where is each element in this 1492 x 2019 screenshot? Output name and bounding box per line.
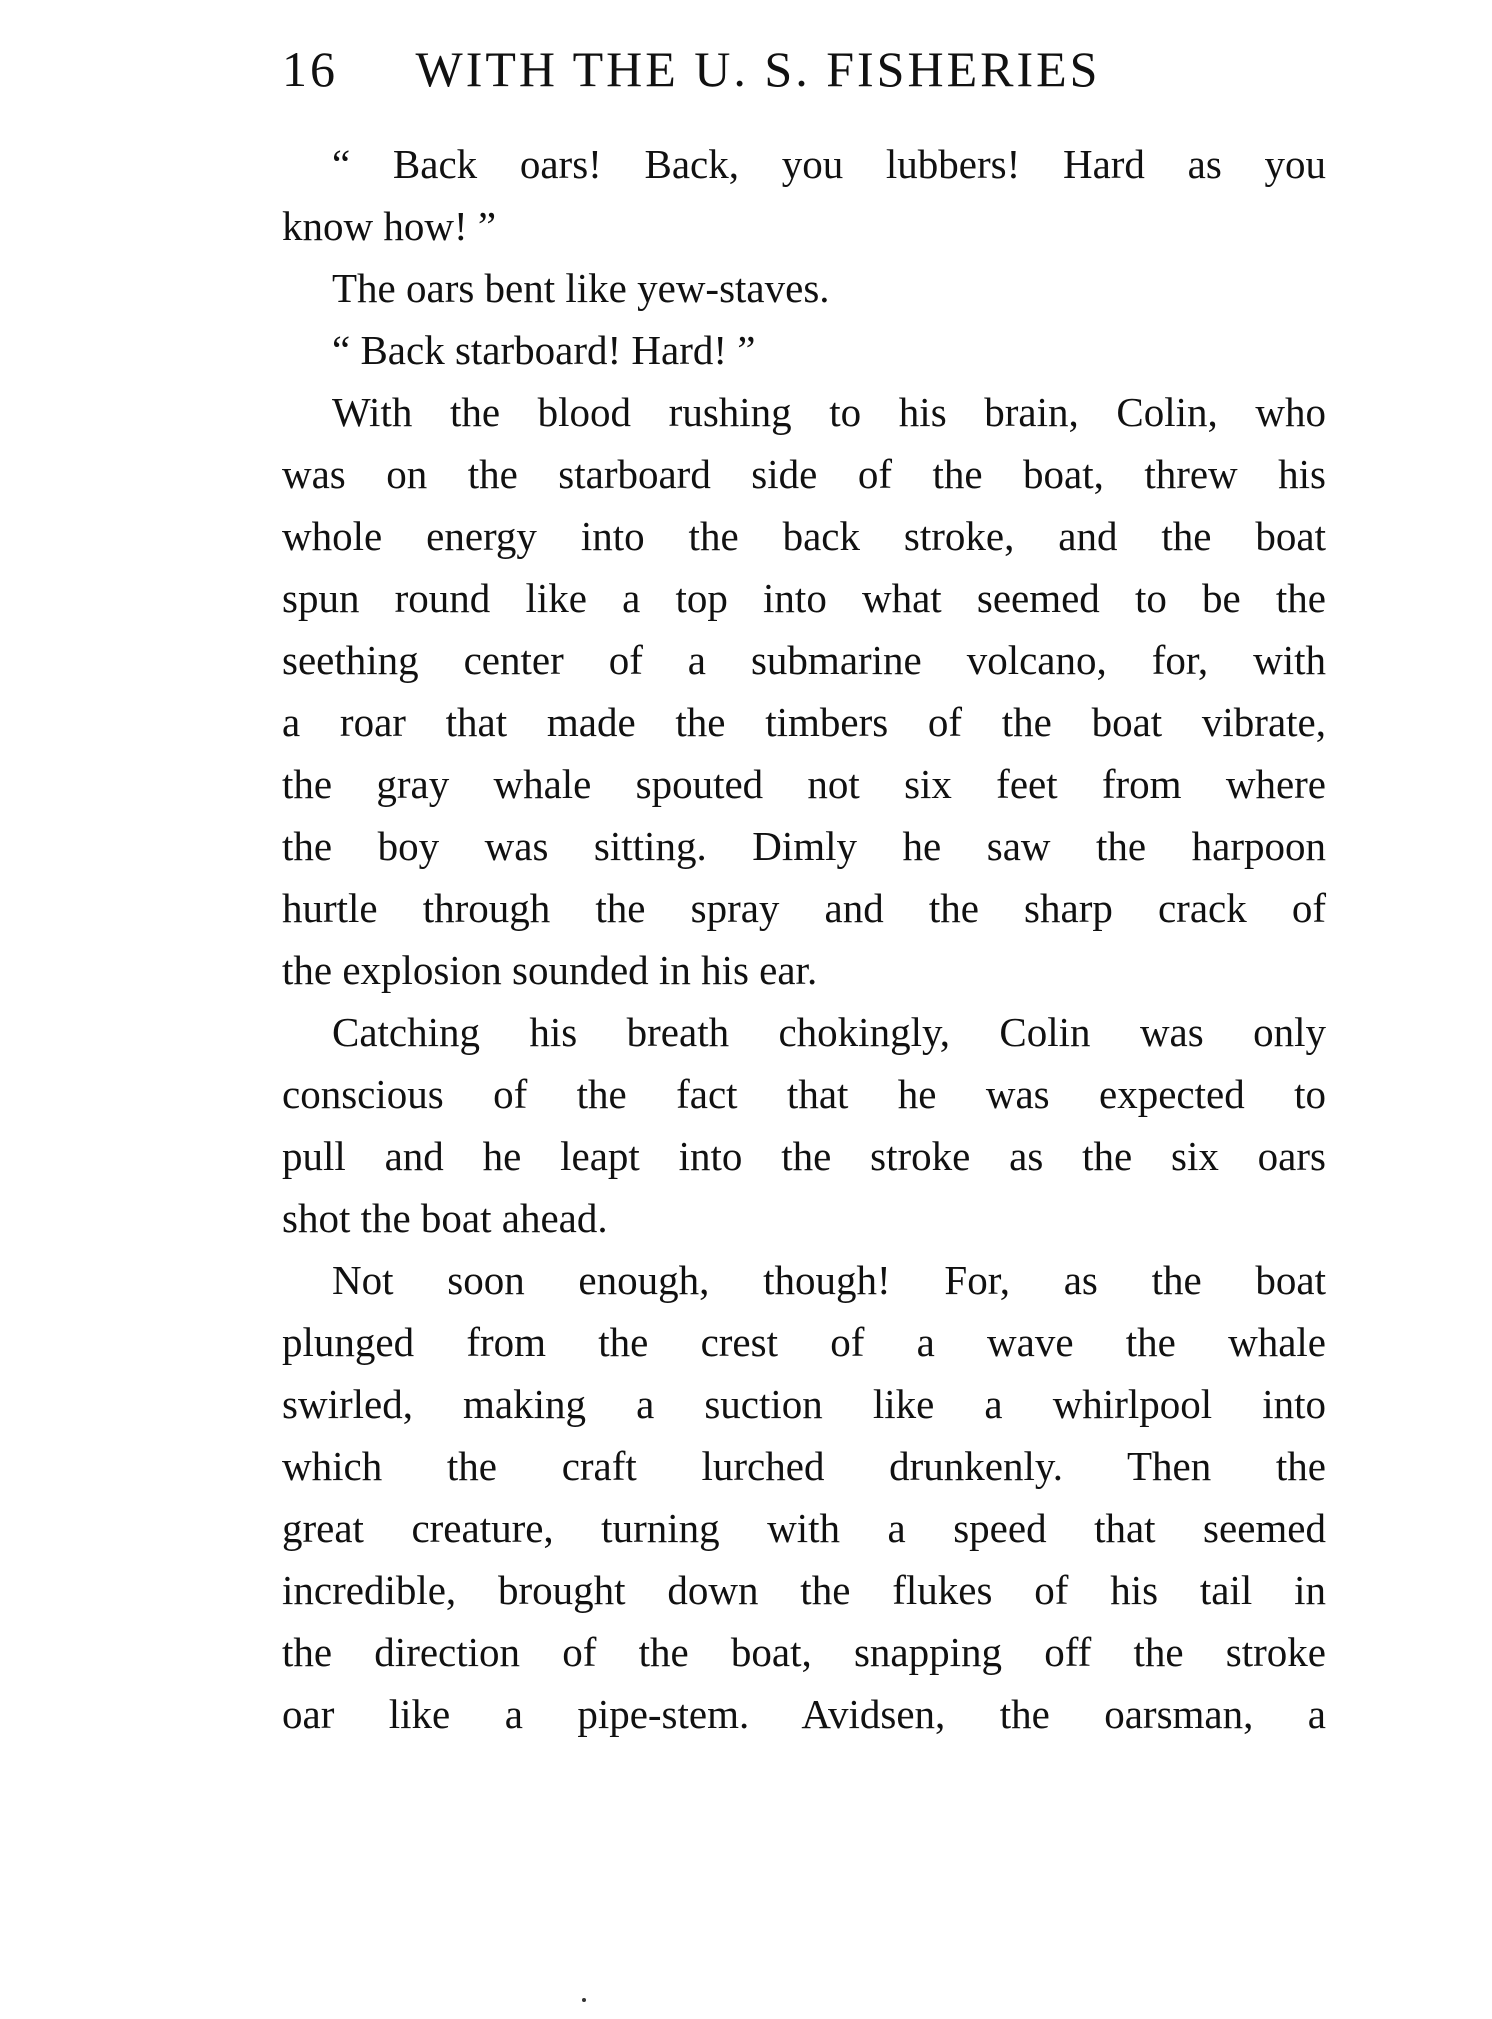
text-line: spun round like a top into what seemed to be the: [282, 575, 1326, 621]
text-line: Not soon enough, though! For, as the boat: [332, 1257, 1326, 1303]
text-line: With the blood rushing to his brain, Colin, who: [332, 389, 1326, 435]
text-line: hurtle through the spray and the sharp crack of: [282, 885, 1326, 931]
text-line: incredible, brought down the flukes of his tail in: [282, 1567, 1326, 1613]
running-title: WITH THE U. S. FISHERIES: [415, 41, 1101, 97]
text-line: the explosion sounded in his ear.: [282, 947, 818, 993]
text-line: conscious of the fact that he was expected to: [282, 1071, 1326, 1117]
body-text: [282, 133, 1326, 1745]
text-line: seething center of a submarine volcano, for, with: [282, 637, 1326, 683]
text-line: The oars bent like yew-staves.: [332, 265, 830, 311]
text-line: was on the starboard side of the boat, threw his: [282, 451, 1326, 497]
running-head: [282, 40, 1212, 112]
text-line: swirled, making a suction like a whirlpool into: [282, 1381, 1326, 1427]
text-line: whole energy into the back stroke, and the boat: [282, 513, 1326, 559]
text-line: a roar that made the timbers of the boat vibrate,: [282, 699, 1326, 745]
text-line: oar like a pipe-stem. Avidsen, the oarsman, a: [282, 1691, 1326, 1737]
text-line: which the craft lurched drunkenly. Then the: [282, 1443, 1326, 1489]
text-line: “ Back starboard! Hard! ”: [332, 327, 756, 373]
text-line: the gray whale spouted not six feet from where: [282, 761, 1326, 807]
text-line: Catching his breath chokingly, Colin was only: [332, 1009, 1326, 1055]
text-line: know how! ”: [282, 203, 497, 249]
text-line: great creature, turning with a speed that seemed: [282, 1505, 1326, 1551]
text-line: “ Back oars! Back, you lubbers! Hard as you: [332, 141, 1326, 187]
text-line: the direction of the boat, snapping off the stroke: [282, 1629, 1326, 1675]
text-line: pull and he leapt into the stroke as the six oars: [282, 1133, 1326, 1179]
text-line: the boy was sitting. Dimly he saw the harpoon: [282, 823, 1326, 869]
text-line: shot the boat ahead.: [282, 1195, 608, 1241]
print-speck: [582, 1998, 586, 2002]
text-line: plunged from the crest of a wave the whale: [282, 1319, 1326, 1365]
page-number: 16: [282, 41, 338, 97]
